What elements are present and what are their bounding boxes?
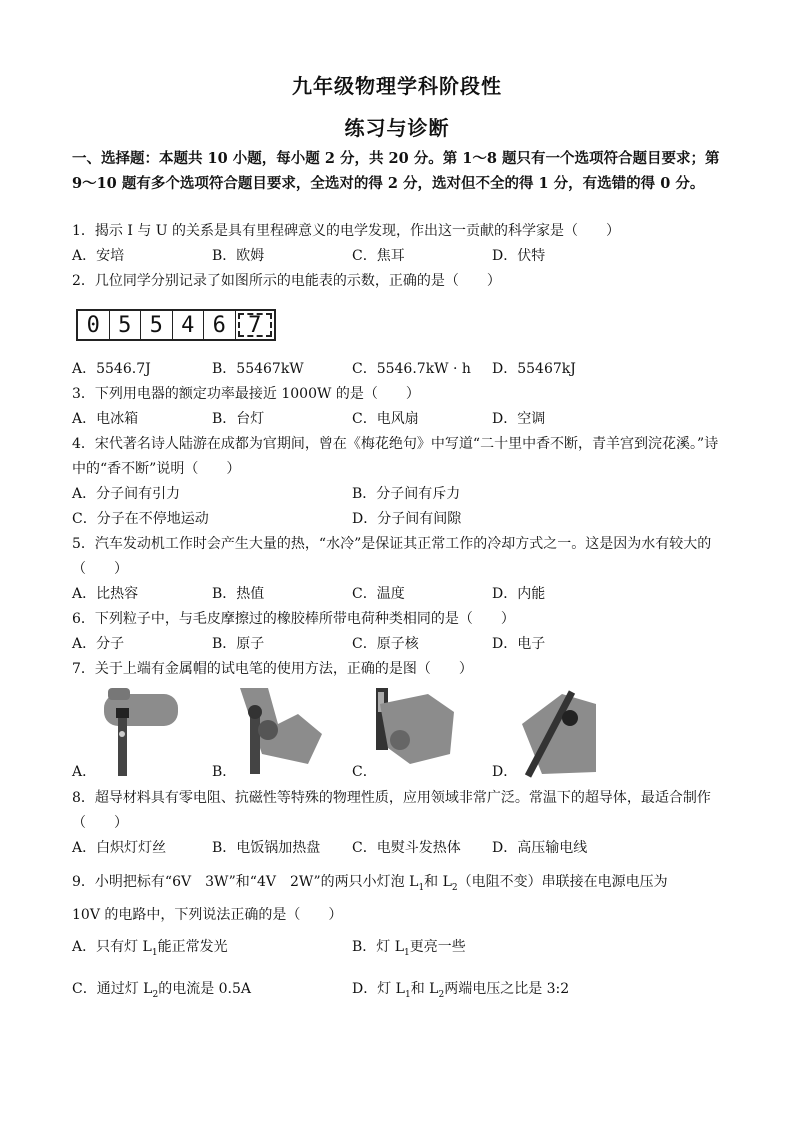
- energy-meter-display: [76, 309, 276, 341]
- question-5-option-d: D．内能: [492, 586, 546, 602]
- subscript: 1: [404, 989, 411, 1000]
- option-text: 能正常发光: [157, 939, 228, 955]
- question-3-option-b: B．台灯: [212, 411, 265, 427]
- question-5-option-b: B．热值: [212, 586, 265, 602]
- question-1-option-a: A．安培: [72, 248, 125, 264]
- test-pen-figure-b: [238, 684, 324, 778]
- section-heading: 一、选择题：本题共 10 小题，每小题 2 分，共 20 分。第 1～8 题只有一个选项符合题目要求；第 9～10 题有多个选项符合题目要求，全选对的得 2 分，选对但不全的得 1 分，有选错的得 0 分。: [72, 150, 720, 192]
- test-pen-figure-d: [512, 684, 598, 778]
- subscript: 1: [418, 882, 425, 893]
- question-6-stem: 6．下列粒子中，与毛皮摩擦过的橡胶棒所带电荷种类相同的是（ ）: [72, 611, 515, 627]
- question-8-option-a: A．白炽灯灯丝: [72, 840, 167, 856]
- question-5-stem: 5．汽车发动机工作时会产生大量的热，“水冷”是保证其正常工作的冷却方式之一。这是因为水有较大的（ ）: [72, 536, 712, 577]
- page-subtitle: 练习与诊断: [344, 116, 450, 140]
- option-text: 和 L: [410, 981, 439, 997]
- question-3-option-a: A．电冰箱: [72, 411, 139, 427]
- question-9-stem-part2: 和 L: [424, 874, 452, 890]
- meter-digit: 0: [78, 311, 110, 339]
- question-9-stem: [72, 870, 668, 901]
- option-text: 的电流是 0.5A: [158, 981, 252, 997]
- question-2-stem: 2．几位同学分别记录了如图所示的电能表的示数，正确的是（ ）: [72, 273, 501, 289]
- question-9-option-b: [352, 935, 466, 966]
- question-1-stem: 1．揭示 I 与 U 的关系是具有里程碑意义的电学发现，作出这一贡献的科学家是（ ）: [72, 223, 621, 239]
- question-8-stem: 8．超导材料具有零电阻、抗磁性等特殊的物理性质，应用领域非常广泛。常温下的超导体，最适合制作（ ）: [72, 790, 711, 831]
- question-6-option-c: C．原子核: [352, 636, 419, 652]
- question-4-option-c: C．分子在不停地运动: [72, 511, 209, 527]
- question-8-option-b: B．电饭锅加热盘: [212, 840, 321, 856]
- test-pen-figure-c: [370, 684, 456, 778]
- question-7-option-a: A．: [72, 764, 97, 780]
- question-4-option-d: D．分子间有间隙: [352, 511, 462, 527]
- question-3-stem: 3．下列用电器的额定功率最接近 1000W 的是（ ）: [72, 386, 420, 402]
- question-4-option-a: A．分子间有引力: [72, 486, 181, 502]
- subscript: 1: [151, 947, 158, 958]
- option-text: D．灯 L: [352, 981, 405, 997]
- question-4-option-b: B．分子间有斥力: [352, 486, 461, 502]
- meter-digit-decimal: 7: [238, 313, 273, 337]
- question-9-stem-part1: 9．小明把标有“6V 3W”和“4V 2W”的两只小灯泡 L: [72, 874, 419, 890]
- question-7-option-c: C．: [352, 764, 377, 780]
- meter-digit: 4: [173, 311, 205, 339]
- question-6-option-b: B．原子: [212, 636, 265, 652]
- question-7-option-d: D．: [492, 764, 518, 780]
- question-4-stem: 4．宋代著名诗人陆游在成都为官期间，曾在《梅花绝句》中写道“二十里中香不断，青羊宫到浣花溪。”诗中的“香不断”说明（ ）: [72, 436, 719, 477]
- subscript: 2: [438, 989, 445, 1000]
- question-6-option-a: A．分子: [72, 636, 125, 652]
- question-9-option-a: [72, 935, 228, 966]
- question-1-option-d: D．伏特: [492, 248, 546, 264]
- question-7-stem: 7．关于上端有金属帽的试电笔的使用方法，正确的是图（ ）: [72, 661, 473, 677]
- question-3-option-d: D．空调: [492, 411, 546, 427]
- option-text: A．只有灯 L: [72, 939, 152, 955]
- question-1-option-b: B．欧姆: [212, 248, 265, 264]
- subscript: 1: [404, 947, 410, 958]
- question-2-option-a: A．5546.7J: [72, 361, 151, 377]
- question-5-option-c: C．温度: [352, 586, 405, 602]
- option-text: B．灯 L: [352, 939, 405, 955]
- option-text: 两端电压之比是 3:2: [444, 981, 570, 997]
- question-6-option-d: D．电子: [492, 636, 546, 652]
- question-9-option-d: [352, 977, 569, 1008]
- meter-digit: 6: [204, 311, 236, 339]
- option-text: 更亮一些: [409, 939, 466, 955]
- subscript: 2: [451, 882, 458, 893]
- question-2-option-c: C．5546.7kW · h: [352, 361, 471, 377]
- question-9-stem-part3: （电阻不变）串联接在电源电压为: [457, 874, 668, 890]
- question-3-option-c: C．电风扇: [352, 411, 419, 427]
- question-9-stem-line2: 10V 的电路中，下列说法正确的是（ ）: [72, 907, 343, 923]
- meter-digit: 5: [110, 311, 142, 339]
- test-pen-figure-a: [98, 684, 184, 778]
- option-text: C．通过灯 L: [72, 981, 153, 997]
- page-title: 九年级物理学科阶段性: [292, 74, 502, 98]
- meter-digit: 5: [141, 311, 173, 339]
- question-2-option-d: D．55467kJ: [492, 361, 576, 377]
- question-8-option-c: C．电熨斗发热体: [352, 840, 461, 856]
- question-9-option-c: [72, 977, 251, 1008]
- question-7-option-b: B．: [212, 764, 237, 780]
- question-1-option-c: C．焦耳: [352, 248, 405, 264]
- question-5-option-a: A．比热容: [72, 586, 139, 602]
- question-2-option-b: B．55467kW: [212, 361, 304, 377]
- question-8-option-d: D．高压输电线: [492, 840, 588, 856]
- subscript: 2: [152, 989, 159, 1000]
